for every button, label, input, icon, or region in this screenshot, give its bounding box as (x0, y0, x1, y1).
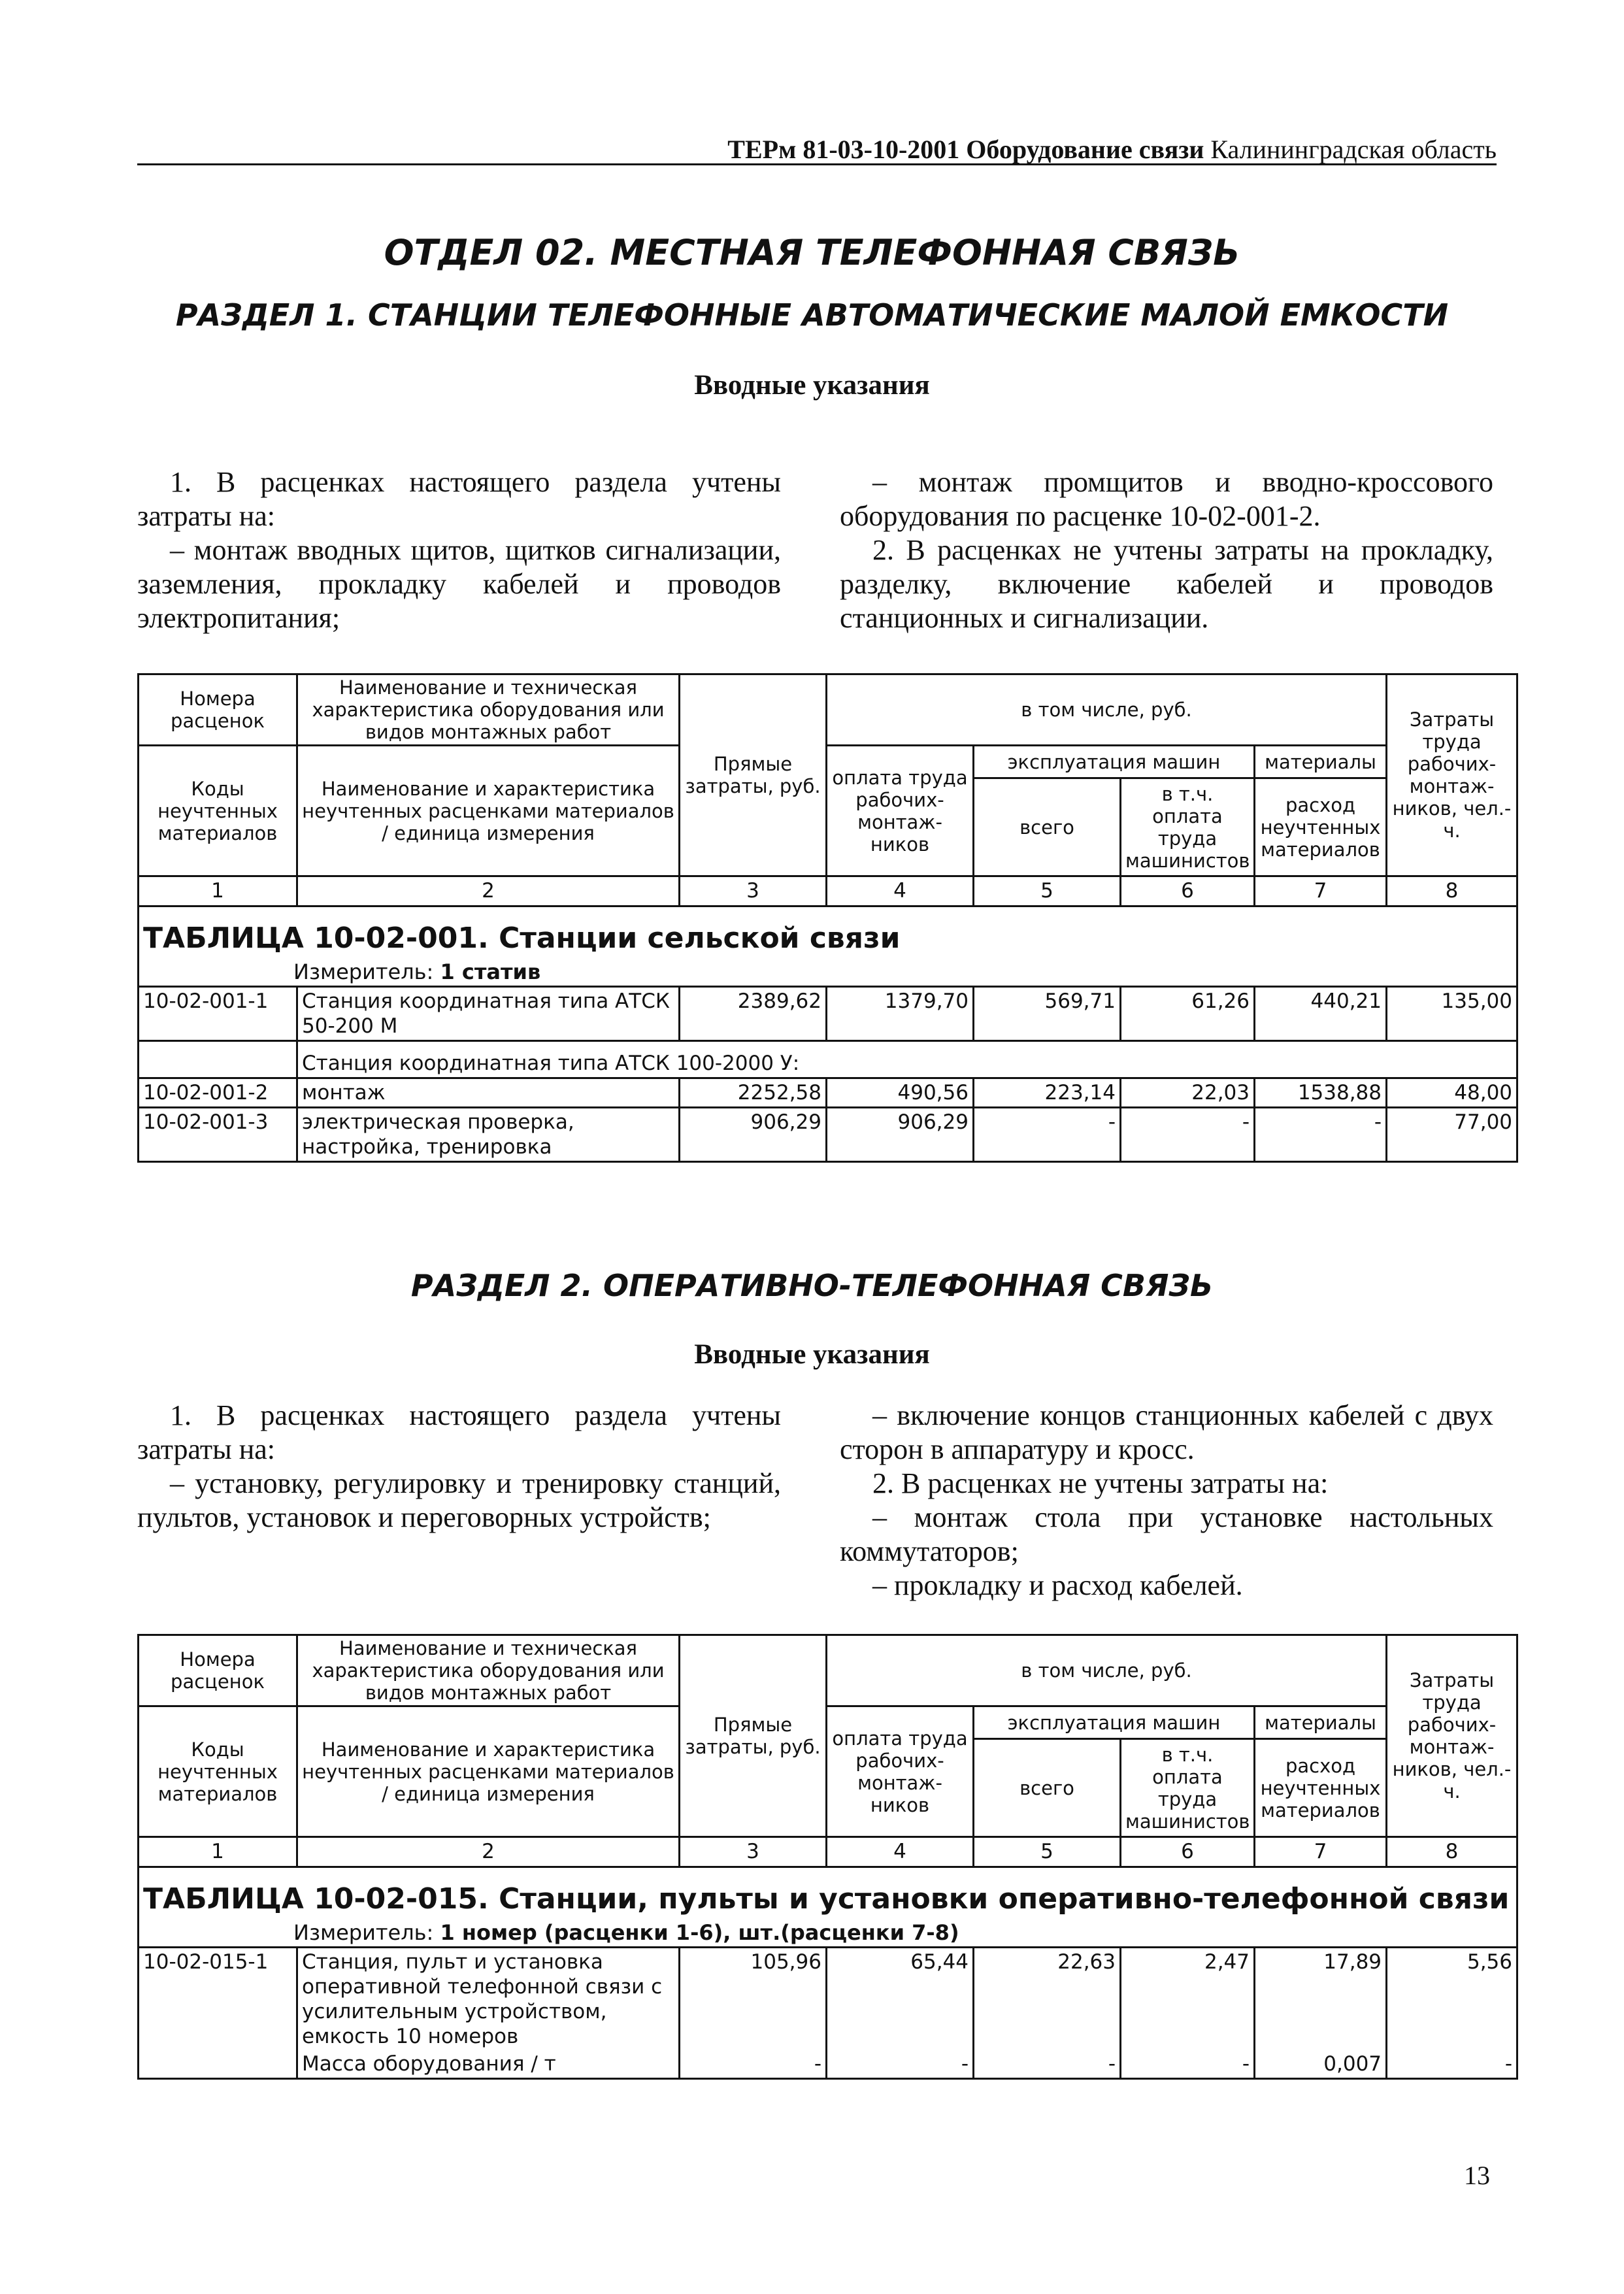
rates-table-2 (137, 1634, 1518, 2080)
mass-direct: - (680, 2050, 827, 2079)
section2-right-p3: – монтаж стола при установке настольных коммутаторов; (840, 1501, 1493, 1567)
row-code: 10-02-001-2 (139, 1078, 297, 1108)
row-operators: 2,47 (1121, 1948, 1255, 2051)
hdr-machines-total: всего (974, 778, 1121, 876)
hdr-including: в том числе, руб. (827, 674, 1387, 746)
hdr-material-description: Наименование и характеристика неучтенных расценками материалов / единица измерения (297, 1706, 680, 1837)
col-num-4: 4 (827, 876, 974, 906)
section2-right-p1: – включение концов станционных кабелей с двух сторон в аппаратуру и кросс. (840, 1399, 1493, 1465)
section2-title: РАЗДЕЛ 2. ОПЕРАТИВНО-ТЕЛЕФОННАЯ СВЯЗЬ (410, 1268, 1214, 1303)
table2-measure-label: Измеритель: (293, 1920, 434, 1945)
hdr-material-consumption: расход неучтенных материалов (1255, 778, 1387, 876)
hdr-machines: эксплуатация машин (974, 746, 1255, 778)
section2-intro-left (137, 1399, 781, 1535)
col-num-8: 8 (1387, 876, 1517, 906)
section1-right-p1: – монтаж промщитов и вводно-кроссового оборудования по расценке 10-02-001-2. (840, 466, 1493, 532)
section1-right-p2: 2. В расценках не учтены затраты на прокладку, разделку, включение кабелей и проводов станционных и сигнализации. (840, 534, 1493, 634)
col-num-6: 6 (1121, 1837, 1255, 1867)
col-num-2: 2 (297, 876, 680, 906)
hdr-labor-hours: Затраты труда рабочих-монтаж-ников, чел.-ч. (1387, 674, 1517, 876)
table-row (139, 1078, 1517, 1108)
hdr-material-codes: Коды неучтенных материалов (139, 1706, 297, 1837)
hdr-machines-total: всего (974, 1739, 1121, 1837)
section2-right-p2: 2. В расценках не учтены затраты на: (872, 1467, 1329, 1499)
mass-pay: - (827, 2050, 974, 2079)
section2-left-p1: 1. В расценках настоящего раздела учтены затраты на: (137, 1399, 781, 1465)
table1-measure-value: 1 статив (440, 959, 541, 984)
mass-hours: - (1387, 2050, 1517, 2079)
group-code-empty (139, 1041, 297, 1078)
row-operators: - (1121, 1108, 1255, 1162)
row-materials: 440,21 (1255, 987, 1387, 1041)
otdel-title: ОТДЕЛ 02. МЕСТНАЯ ТЕЛЕФОННАЯ СВЯЗЬ (384, 232, 1240, 273)
group-name: Станция координатная типа АТСК 100-2000 У: (297, 1041, 1517, 1078)
row-name: монтаж (297, 1078, 680, 1108)
mass-code-empty (139, 2050, 297, 2079)
section2-left-p2: – установку, регулировку и тренировку станций, пультов, установок и переговорных устройств; (137, 1467, 781, 1533)
row-machines: 22,63 (974, 1948, 1121, 2051)
page-number: 13 (1464, 2161, 1490, 2190)
running-head (727, 134, 1497, 165)
row-materials: 1538,88 (1255, 1078, 1387, 1108)
row-pay: 906,29 (827, 1108, 974, 1162)
table-row (139, 1108, 1517, 1162)
row-pay: 1379,70 (827, 987, 974, 1041)
table1-measure-label: Измеритель: (293, 959, 434, 984)
row-hours: 5,56 (1387, 1948, 1517, 2051)
col-num-1: 1 (139, 1837, 297, 1867)
mass-machines: - (974, 2050, 1121, 2079)
header-rule (137, 163, 1497, 165)
hdr-work-description: Наименование и техническая характеристика оборудования или видов монтажных работ (297, 1635, 680, 1706)
col-num-4: 4 (827, 1837, 974, 1867)
table-group-row (139, 1041, 1517, 1078)
table-row (139, 1948, 1517, 2051)
row-direct: 2389,62 (680, 987, 827, 1041)
section1-intro-left (137, 465, 781, 635)
row-pay: 490,56 (827, 1078, 974, 1108)
table1-title-name: Станции сельской связи (499, 922, 901, 955)
row-machines: 569,71 (974, 987, 1121, 1041)
table1-title (139, 906, 1517, 959)
hdr-worker-pay: оплата труда рабочих-монтаж-ников (827, 1706, 974, 1837)
table-row (139, 2050, 1517, 2079)
row-direct: 105,96 (680, 1948, 827, 2051)
row-direct: 2252,58 (680, 1078, 827, 1108)
hdr-direct-costs: Прямые затраты, руб. (680, 1635, 827, 1837)
section1-left-p1: 1. В расценках настоящего раздела учтены затраты на: (137, 466, 781, 532)
running-head-region: Калининградская область (1210, 135, 1497, 164)
table-row (139, 987, 1517, 1041)
hdr-direct-costs: Прямые затраты, руб. (680, 674, 827, 876)
col-num-1: 1 (139, 876, 297, 906)
col-num-3: 3 (680, 876, 827, 906)
hdr-materials: материалы (1255, 1706, 1387, 1739)
section2-intro-title: Вводные указания (694, 1339, 930, 1370)
row-code: 10-02-001-3 (139, 1108, 297, 1162)
row-name: Станция координатная типа АТСК 50-200 М (297, 987, 680, 1041)
row-name: Станция, пульт и установка оперативной телефонной связи с усилительным устройством, емкость 10 номеров (297, 1948, 680, 2051)
row-operators: 61,26 (1121, 987, 1255, 1041)
hdr-labor-hours: Затраты труда рабочих-монтаж-ников, чел.-ч. (1387, 1635, 1517, 1837)
mass-operators: - (1121, 2050, 1255, 2079)
table2-title-prefix: ТАБЛИЦА (143, 1882, 304, 1916)
table2-title-code: 10-02-015. (314, 1882, 489, 1916)
col-num-3: 3 (680, 1837, 827, 1867)
col-num-6: 6 (1121, 876, 1255, 906)
hdr-work-description: Наименование и техническая характеристика оборудования или видов монтажных работ (297, 674, 680, 746)
row-materials: - (1255, 1108, 1387, 1162)
row-hours: 135,00 (1387, 987, 1517, 1041)
col-num-5: 5 (974, 1837, 1121, 1867)
hdr-machines: эксплуатация машин (974, 1706, 1255, 1739)
table2-measure-value: 1 номер (расценки 1-6), шт.(расценки 7-8) (440, 1920, 959, 1945)
col-num-7: 7 (1255, 876, 1387, 906)
rates-table-1 (137, 673, 1518, 1163)
hdr-material-codes: Коды неучтенных материалов (139, 746, 297, 876)
col-num-5: 5 (974, 876, 1121, 906)
hdr-material-description: Наименование и характеристика неучтенных расценками материалов / единица измерения (297, 746, 680, 876)
row-direct: 906,29 (680, 1108, 827, 1162)
row-code: 10-02-001-1 (139, 987, 297, 1041)
col-num-8: 8 (1387, 1837, 1517, 1867)
table1-title-code: 10-02-001. (314, 922, 489, 955)
row-name: электрическая проверка, настройка, тренировка (297, 1108, 680, 1162)
hdr-operator-pay: в т.ч. оплата труда машинистов (1121, 778, 1255, 876)
table2-title (139, 1867, 1517, 1920)
running-head-title: ТЕРм 81-03-10-2001 Оборудование связи (727, 135, 1204, 164)
row-operators: 22,03 (1121, 1078, 1255, 1108)
row-hours: 48,00 (1387, 1078, 1517, 1108)
mass-name: Масса оборудования / т (297, 2050, 680, 2079)
table1-measure (139, 958, 1517, 987)
mass-materials: 0,007 (1255, 2050, 1387, 2079)
row-machines: 223,14 (974, 1078, 1121, 1108)
row-materials: 17,89 (1255, 1948, 1387, 2051)
table2-measure (139, 1919, 1517, 1948)
row-pay: 65,44 (827, 1948, 974, 2051)
col-num-2: 2 (297, 1837, 680, 1867)
section1-left-p2: – монтаж вводных щитов, щитков сигнализации, заземления, прокладку кабелей и проводов электропитания; (137, 534, 781, 634)
section1-intro-right (840, 465, 1493, 635)
col-num-7: 7 (1255, 1837, 1387, 1867)
section1-title: РАЗДЕЛ 1. СТАНЦИИ ТЕЛЕФОННЫЕ АВТОМАТИЧЕСКИЕ МАЛОЙ ЕМКОСТИ (175, 297, 1449, 333)
hdr-rate-numbers: Номера расценок (139, 1635, 297, 1706)
hdr-including: в том числе, руб. (827, 1635, 1387, 1706)
section2-right-p4: – прокладку и расход кабелей. (872, 1569, 1243, 1601)
section1-intro-title: Вводные указания (694, 370, 930, 401)
hdr-rate-numbers: Номера расценок (139, 674, 297, 746)
table2-title-name: Станции, пульты и установки оперативно-телефонной связи (499, 1882, 1510, 1916)
hdr-materials: материалы (1255, 746, 1387, 778)
hdr-operator-pay: в т.ч. оплата труда машинистов (1121, 1739, 1255, 1837)
section2-intro-right (840, 1399, 1493, 1603)
table1-title-prefix: ТАБЛИЦА (143, 922, 304, 955)
row-code: 10-02-015-1 (139, 1948, 297, 2051)
row-hours: 77,00 (1387, 1108, 1517, 1162)
hdr-material-consumption: расход неучтенных материалов (1255, 1739, 1387, 1837)
row-machines: - (974, 1108, 1121, 1162)
hdr-worker-pay: оплата труда рабочих-монтаж-ников (827, 746, 974, 876)
